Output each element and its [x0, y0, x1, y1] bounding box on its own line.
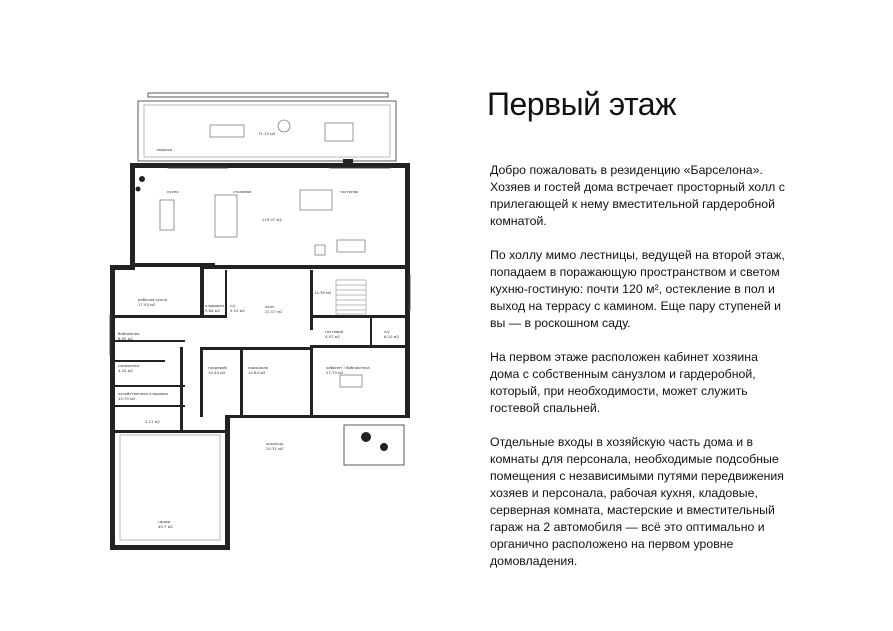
paragraph-intro: Добро пожаловать в резиденцию «Барселона». Хозяев и гостей дома встречает просторный холл с прилегающей к нему вместительной гардеробной комнатой. [490, 163, 785, 228]
pantry-label: кладовая [205, 303, 224, 308]
pantry-area-label: 5.64 м2 [205, 308, 220, 313]
server-area-label: 4.32 м2 [118, 368, 133, 373]
office-area-label: 27.70 м2 [326, 370, 344, 375]
small-area-label: 2.11 м2 [145, 419, 160, 424]
hall-area-label: 21.07 м2 [265, 309, 283, 314]
utility-label: хозяйственная кладовая [118, 391, 168, 396]
wc1-area-label: 5.15 м2 [230, 308, 245, 313]
work-kitchen-area-label: 17.05 м2 [138, 302, 156, 307]
terrace-label: терраса [156, 147, 173, 152]
hall-label: холл [265, 304, 275, 309]
boiler-area-label: 6.93 м2 [118, 336, 133, 341]
page-title: Первый этаж [487, 86, 676, 122]
stair-area-label: 14.39 м2 [314, 290, 332, 295]
server-label: серверная [118, 363, 139, 368]
wc2-label: с/у [384, 329, 390, 334]
wc2-area-label: 6.10 м2 [384, 334, 399, 339]
paragraph-office: На первом этаже расположен кабинет хозяина дома с собственным санузлом и гардеробной, который, при необходимости, может служить гостевой спальней. [490, 350, 758, 415]
living-label: гостиная [340, 189, 359, 194]
office-label: кабинет / библиотека [326, 365, 370, 370]
description [490, 162, 790, 587]
guest-wc-label: гостевой [325, 329, 343, 334]
work-kitchen-label: рабочая кухня [138, 297, 168, 302]
paragraph-kitchen-living: По холлу мимо лестницы, ведущей на второй этаж, попадаем в поражающую пространством и светом кухню-гостиную: почти 120 м², остекление в пол и выход на террасу с камином. Еще пару ступеней и вы — в роскошном саду. [490, 248, 785, 330]
garage-area-label: 49.7 м2 [158, 524, 173, 529]
floor-plan [100, 85, 430, 555]
entry-label: прихожая [248, 365, 268, 370]
porch-area-label: 24.31 м2 [266, 446, 284, 451]
terrace-area-label: 71.13 м2 [258, 131, 276, 136]
kitchen-label: кухня [167, 189, 179, 194]
utility-area-label: 15.70 м2 [118, 396, 136, 401]
paragraph-service: Отдельные входы в хозяйскую часть дома и в комнаты для персонала, необходимые подсобные помещения с независимыми путями передвижения хозяев и персонала, рабочая кухня, кладовые, серверная комната, мастерские и вместительный гараж на 2 автомобиля — всё это оптимально и органично расположено на первом уровне домовладения. [490, 435, 784, 568]
guest-wc-area-label: 4.07 м2 [325, 334, 340, 339]
wardrobe-area-label: 14.44 м2 [208, 370, 226, 375]
garage-label: гараж [158, 519, 171, 524]
wc1-label: с/у [230, 303, 236, 308]
porch-label: крыльцо [266, 441, 284, 446]
dining-label: столовая [233, 189, 252, 194]
boiler-label: бойлерная [118, 331, 140, 336]
kitchen-living-area-label: 119.07 м2 [262, 217, 282, 222]
entry-area-label: 14.84 м2 [248, 370, 266, 375]
wardrobe-label: гардероб [208, 365, 227, 370]
